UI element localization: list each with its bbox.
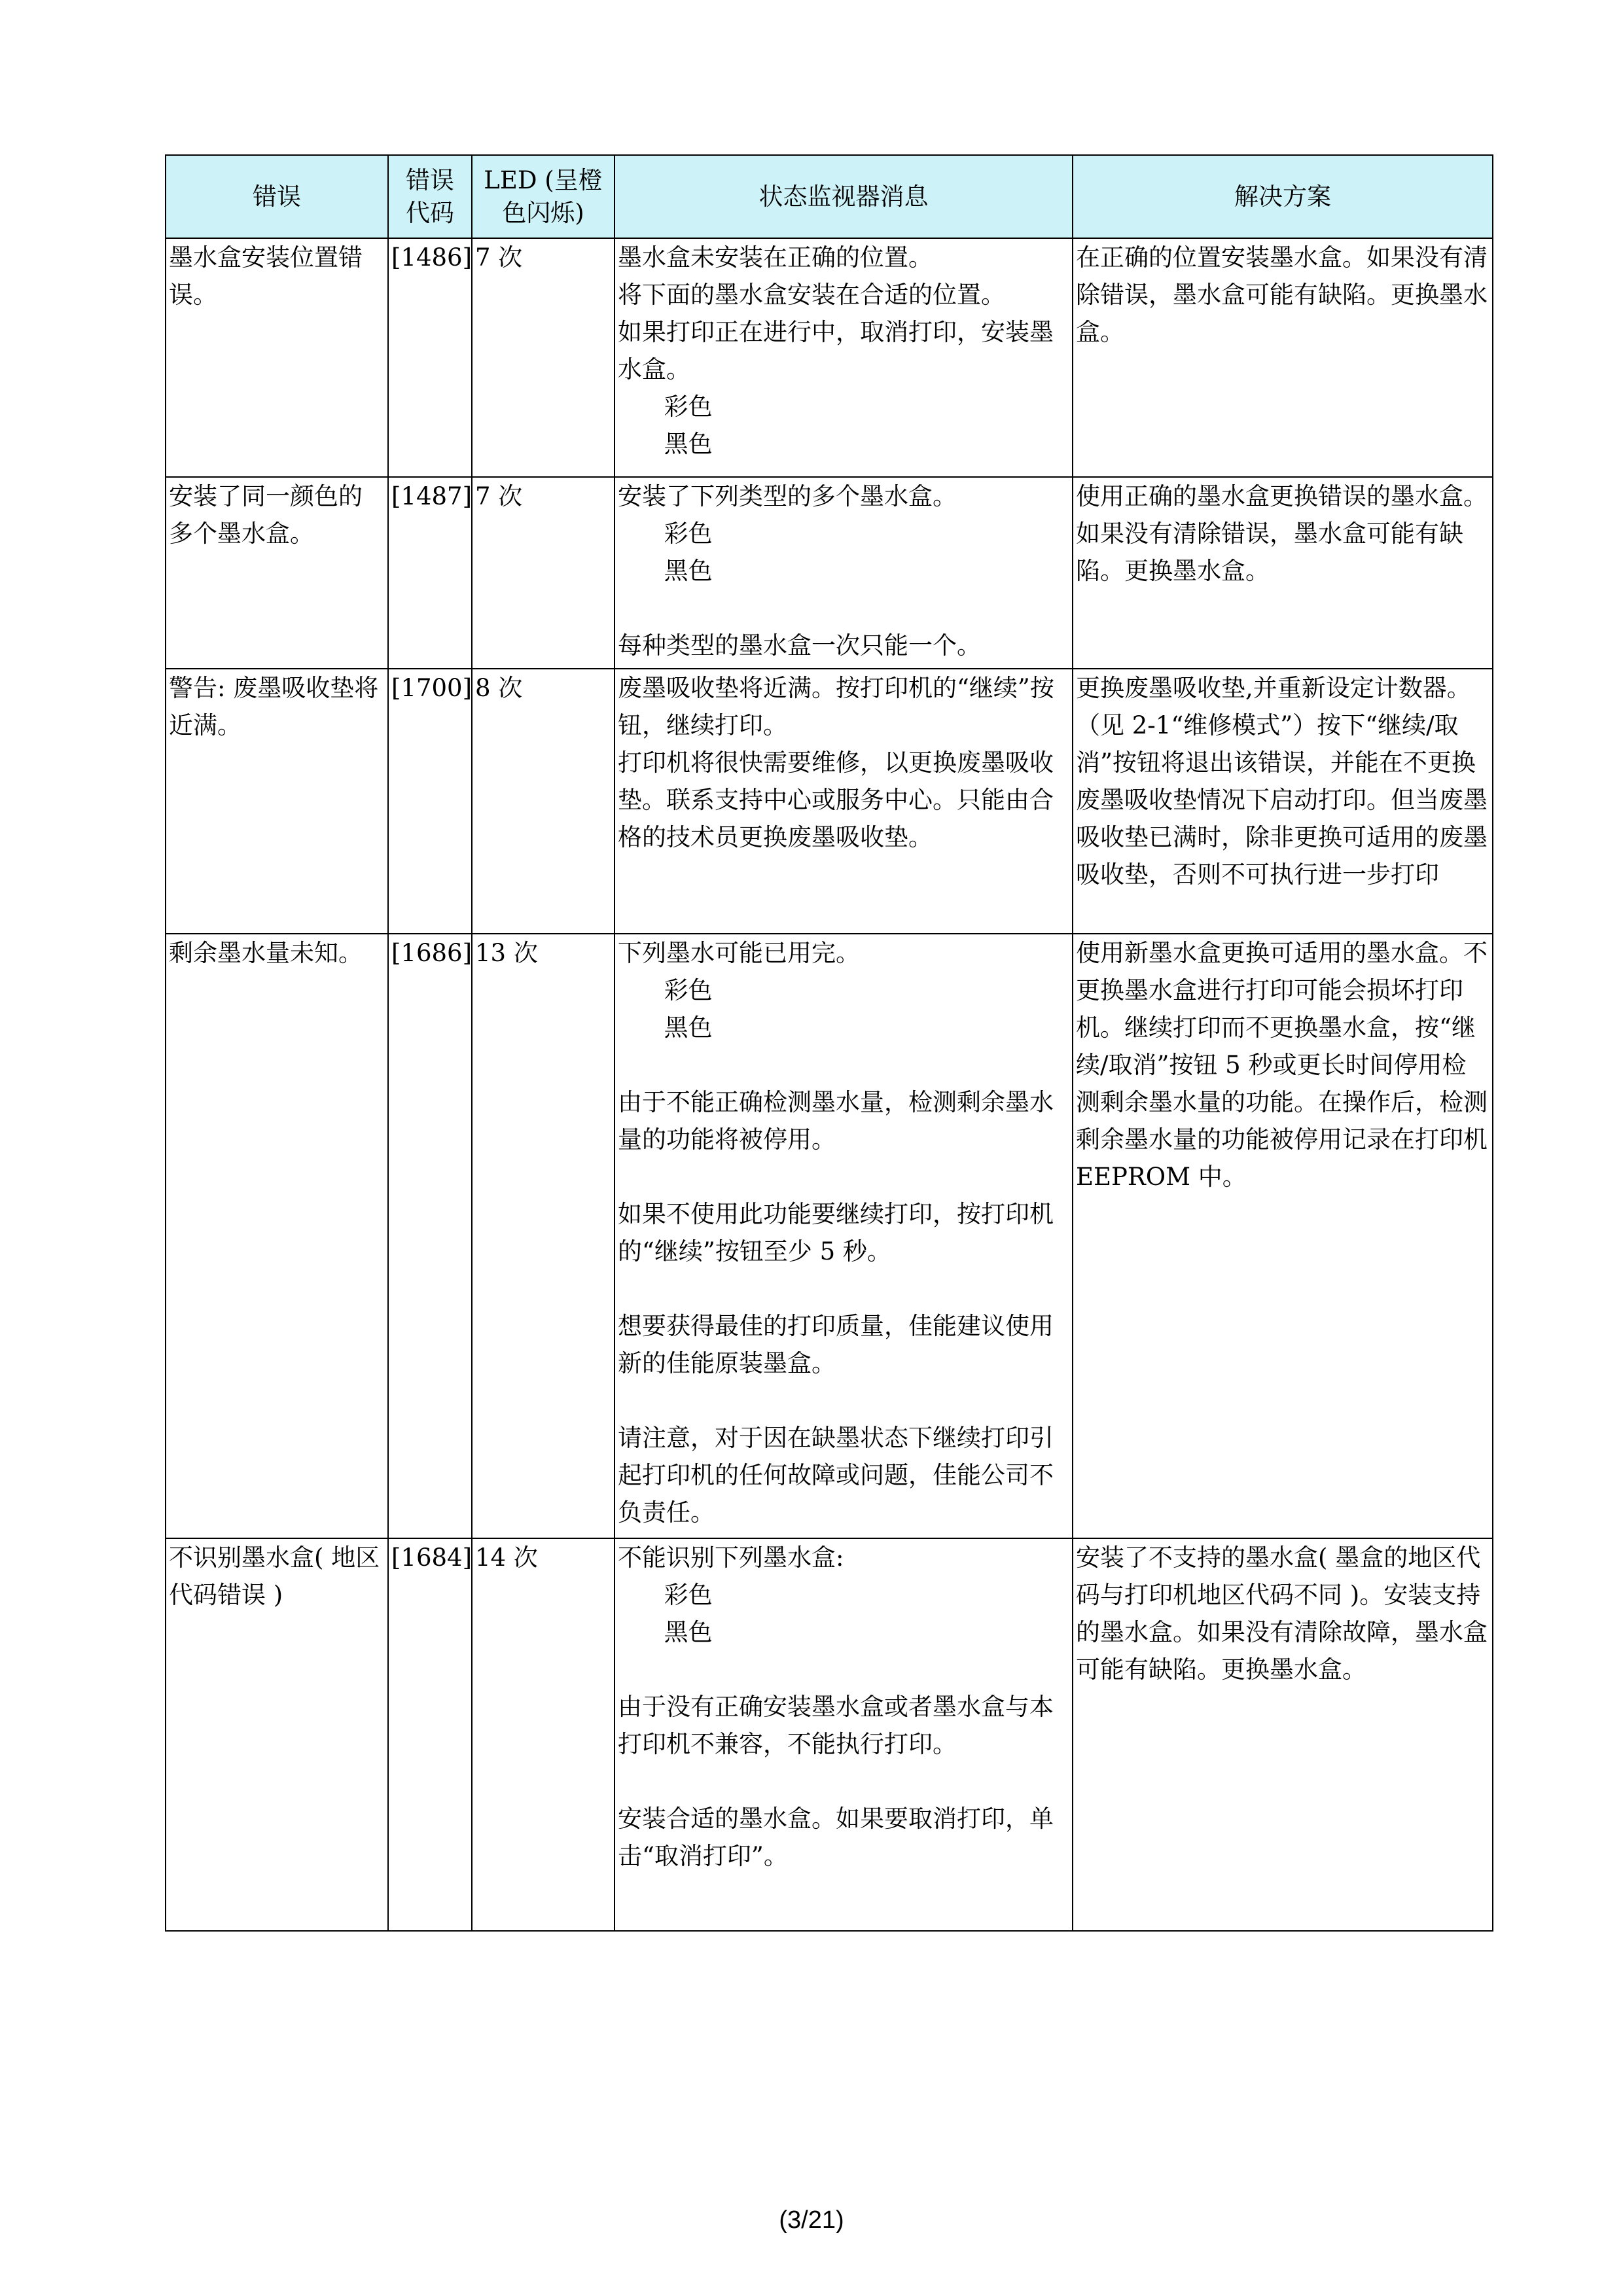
error-table [165, 154, 1493, 1932]
cell-solution: 安装了不支持的墨水盒( 墨盒的地区代码与打印机地区代码不同 )。安装支持的墨水盒。如果没有清除故障，墨水盒可能有缺陷。更换墨水盒。 [1073, 1538, 1493, 1931]
table-header [166, 155, 1493, 238]
cell-solution: 在正确的位置安装墨水盒。如果没有清除错误，墨水盒可能有缺陷。更换墨水盒。 [1073, 238, 1493, 477]
cell-solution: 使用新墨水盒更换可适用的墨水盒。不更换墨水盒进行打印可能会损坏打印机。继续打印而不更换墨水盒，按“继续/取消”按钮 5 秒或更长时间停用检测剩余墨水量的功能。在操作后，检测剩余墨水量的功能被停用记录在打印机 EEPROM 中。 [1073, 934, 1493, 1538]
cell-led: 14 次 [472, 1538, 615, 1931]
table-row [166, 477, 1493, 669]
cell-error: 不识别墨水盒( 地区代码错误 ) [166, 1538, 388, 1931]
header-solution: 解决方案 [1073, 155, 1493, 238]
header-error: 错误 [166, 155, 388, 238]
cell-monitor: 下列墨水可能已用完。 彩色 黑色 由于不能正确检测墨水量，检测剩余墨水量的功能将被停用。 如果不使用此功能要继续打印，按打印机的“继续”按钮至少 5 秒。 想要获得最佳的打印质量，佳能建议使用新的佳能原装墨盒。 请注意，对于因在缺墨状态下继续打印引起打印机的任何故障或问题，佳能公司不负责任。 [615, 934, 1073, 1538]
cell-code: [1487] [388, 477, 472, 669]
cell-solution: 更换废墨吸收垫,并重新设定计数器。（见 2-1“维修模式”）按下“继续/取消”按钮将退出该错误，并能在不更换废墨吸收垫情况下启动打印。但当废墨吸收垫已满时，除非更换可适用的废墨吸收垫，否则不可执行进一步打印 [1073, 669, 1493, 934]
header-monitor: 状态监视器消息 [615, 155, 1073, 238]
cell-monitor: 安装了下列类型的多个墨水盒。 彩色 黑色 每种类型的墨水盒一次只能一个。 [615, 477, 1073, 669]
cell-error: 墨水盒安装位置错误。 [166, 238, 388, 477]
page-number: (3/21) [779, 2206, 844, 2234]
cell-led: 8 次 [472, 669, 615, 934]
cell-monitor: 废墨吸收垫将近满。按打印机的“继续”按钮，继续打印。 打印机将很快需要维修，以更换废墨吸收垫。联系支持中心或服务中心。只能由合格的技术员更换废墨吸收垫。 [615, 669, 1073, 934]
cell-solution: 使用正确的墨水盒更换错误的墨水盒。如果没有清除错误，墨水盒可能有缺陷。更换墨水盒。 [1073, 477, 1493, 669]
table-row [166, 1538, 1493, 1931]
cell-led: 13 次 [472, 934, 615, 1538]
cell-error: 剩余墨水量未知。 [166, 934, 388, 1538]
cell-code: [1486] [388, 238, 472, 477]
header-code: 错误 代码 [388, 155, 472, 238]
cell-error: 安装了同一颜色的多个墨水盒。 [166, 477, 388, 669]
cell-monitor: 不能识别下列墨水盒: 彩色 黑色 由于没有正确安装墨水盒或者墨水盒与本打印机不兼容，不能执行打印。 安装合适的墨水盒。如果要取消打印，单击“取消打印”。 [615, 1538, 1073, 1931]
cell-led: 7 次 [472, 477, 615, 669]
cell-error: 警告: 废墨吸收垫将近满。 [166, 669, 388, 934]
cell-led: 7 次 [472, 238, 615, 477]
table-row [166, 934, 1493, 1538]
table-row [166, 669, 1493, 934]
header-led: LED (呈橙 色闪烁) [472, 155, 615, 238]
table-row [166, 238, 1493, 477]
cell-code: [1684] [388, 1538, 472, 1931]
cell-code: [1700] [388, 669, 472, 934]
cell-code: [1686] [388, 934, 472, 1538]
cell-monitor: 墨水盒未安装在正确的位置。 将下面的墨水盒安装在合适的位置。 如果打印正在进行中，取消打印，安装墨水盒。 彩色 黑色 [615, 238, 1073, 477]
